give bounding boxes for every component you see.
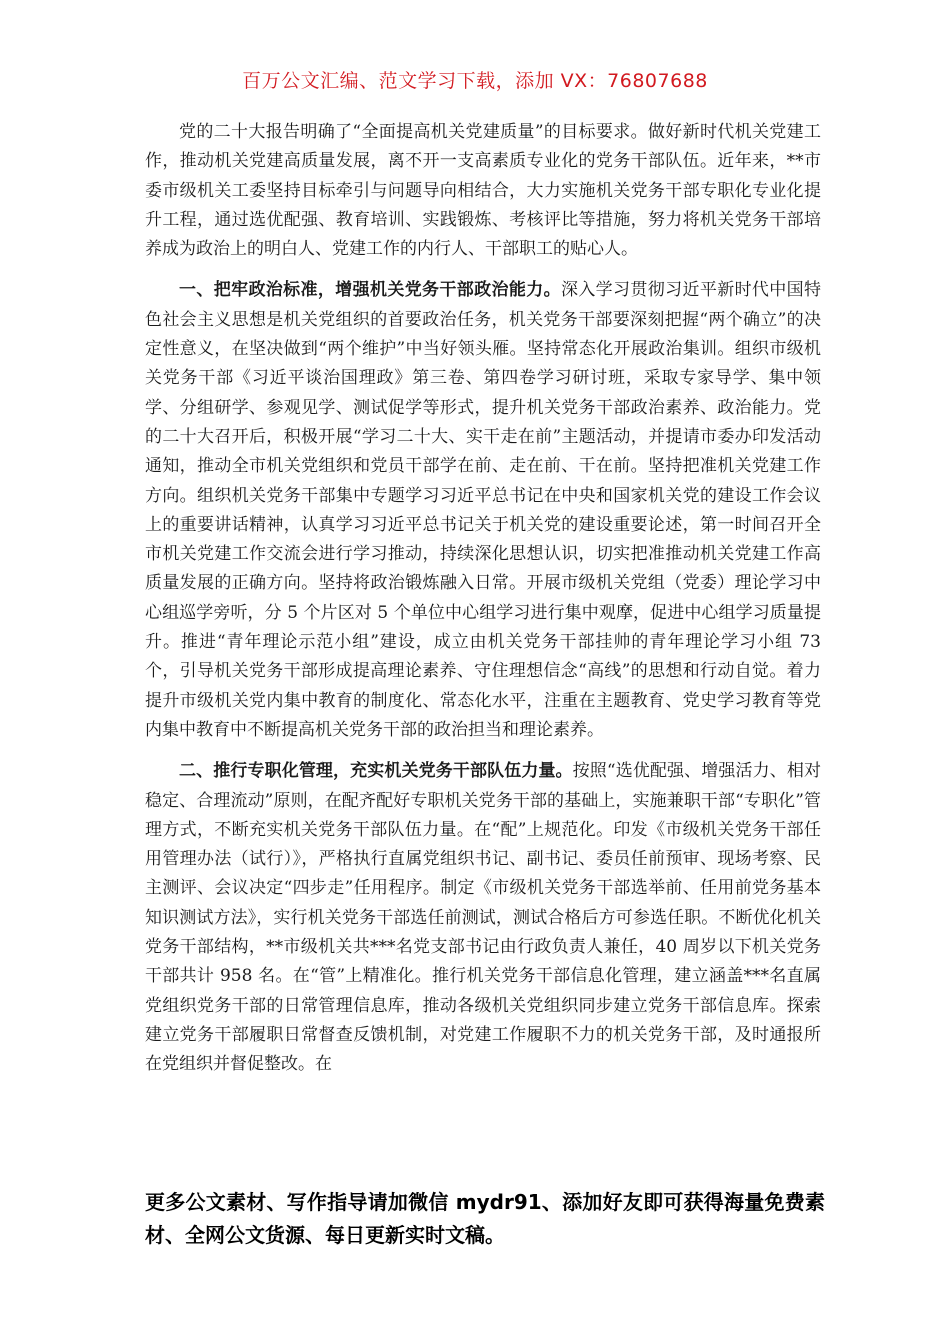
footer-promo-banner: 更多公文素材、写作指导请加微信 mydr91、添加好友即可获得海量免费素材、全网公文货源、每日更新实时文稿。: [145, 1190, 825, 1247]
paragraph-intro: [145, 118, 821, 264]
document-body: [145, 118, 821, 1092]
header-promo-banner: 百万公文汇编、范文学习下载，添加 VX：76807688: [242, 70, 708, 92]
section-1-heading: 一、把牢政治标准，增强机关党务干部政治能力。: [179, 280, 561, 301]
paragraph-section-2: [145, 757, 821, 1079]
paragraph-text: 深入学习贯彻习近平新时代中国特色社会主义思想是机关党组织的首要政治任务，机关党务干部要深刻把握“两个确立”的决定性意义，在坚决做到“两个维护”中当好领头雁。坚持常态化开展政治集训。组织市级机关党务干部《习近平谈治国理政》第三卷、第四卷学习研讨班，采取专家导学、集中领学、分组研学、参观见学、测试促学等形式，提升机关党务干部政治素养、政治能力。党的二十大召开后，积极开展“学习二十大、实干走在前”主题活动，并提请市委办印发活动通知，推动全市机关党组织和党员干部学在前、走在前、干在前。坚持把准机关党建工作方向。组织机关党务干部集中专题学习习近平总书记在中央和国家机关党的建设工作会议上的重要讲话精神，认真学习习近平总书记关于机关党的建设重要论述，第一时间召开全市机关党建工作交流会进行学习推动，持续深化思想认识，切实把准推动机关党建工作高质量发展的正确方向。坚持将政治锻炼融入日常。开展市级机关党组（党委）理论学习中心组巡学旁听，分 5 个片区对 5 个单位中心组学习进行集中观摩，促进中心组学习质量提升。推进“青年理论示范小组”建设，成立由机关党务干部挂帅的青年理论学习小组 73 个，引导机关党务干部形成提高理论素养、守住理想信念“高线”的思想和行动自觉。着力提升市级机关党内集中教育的制度化、常态化水平，注重在主题教育、党史学习教育等党内集中教育中不断提高机关党务干部的政治担当和理论素养。: [145, 280, 822, 740]
paragraph-text: 党的二十大报告明确了“全面提高机关党建质量”的目标要求。做好新时代机关党建工作，推动机关党建高质量发展，离不开一支高素质专业化的党务干部队伍。近年来，**市委市级机关工委坚持目标牵引与问题导向相结合，大力实施机关党务干部专职化专业化提升工程，通过选优配强、教育培训、实践锻炼、考核评比等措施，努力将机关党务干部培养成为政治上的明白人、党建工作的内行人、干部职工的贴心人。: [145, 122, 821, 260]
paragraph-section-1: [145, 276, 821, 745]
section-2-heading: 二、推行专职化管理，充实机关党务干部队伍力量。: [179, 761, 573, 782]
paragraph-text: 按照“选优配强、增强活力、相对稳定、合理流动”原则，在配齐配好专职机关党务干部的基础上，实施兼职干部“专职化”管理方式，不断充实机关党务干部队伍力量。在“配”上规范化。印发《市级机关党务干部任用管理办法（试行）》，严格执行直属党组织书记、副书记、委员任前预审、现场考察、民主测评、会议决定“四步走”任用程序。制定《市级机关党务干部选举前、任用前党务基本知识测试方法》，实行机关党务干部选任前测试，测试合格后方可参选任职。不断优化机关党务干部结构，**市级机关共***名党支部书记由行政负责人兼任，40 周岁以下机关党务干部共计 958 名。在“管”上精准化。推行机关党务干部信息化管理，建立涵盖***名直属党组织党务干部的日常管理信息库，推动各级机关党组织同步建立党务干部信息库。探索建立党务干部履职日常督查反馈机制，对党建工作履职不力的机关党务干部，及时通报所在党组织并督促整改。在: [145, 761, 821, 1075]
